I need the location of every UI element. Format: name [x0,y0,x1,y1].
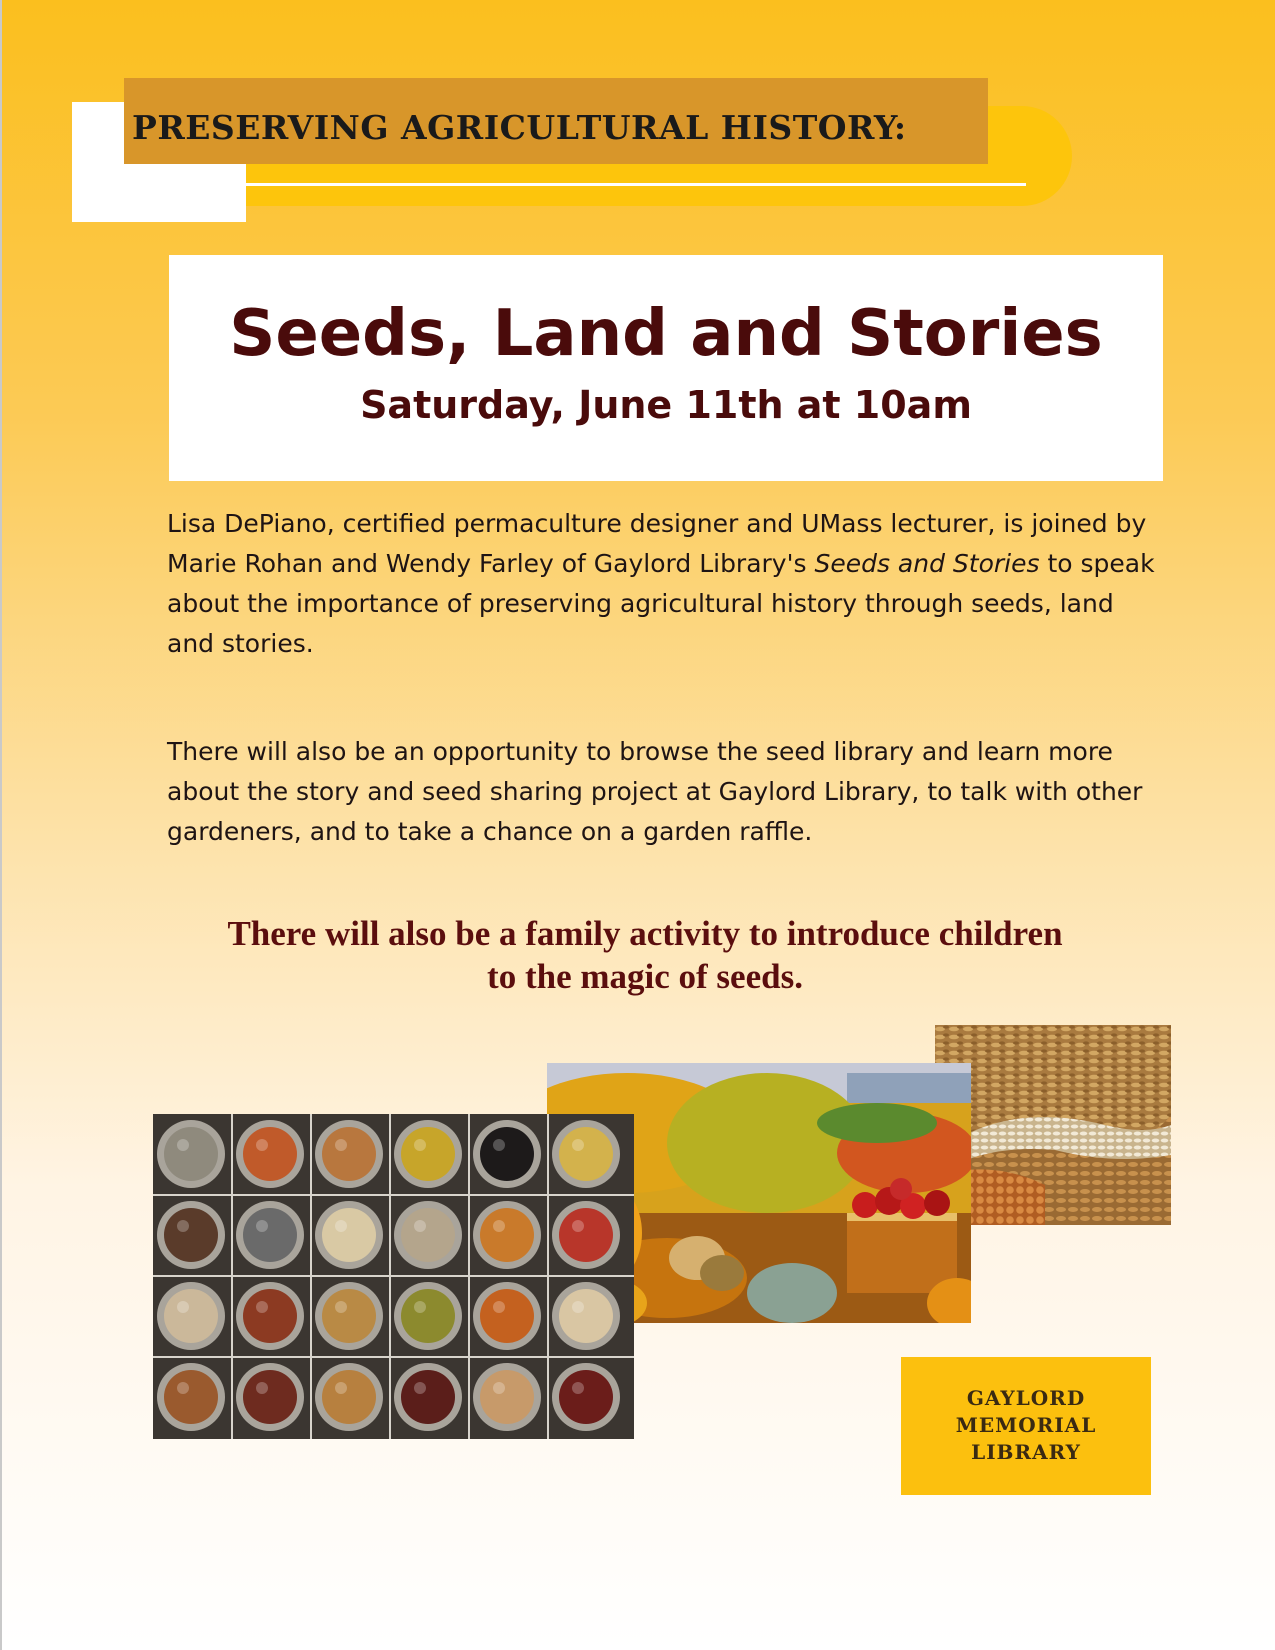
seed-jar [394,1363,462,1431]
seed-jar [394,1120,462,1188]
seed-jars-photo [153,1114,634,1439]
event-title: Seeds, Land and Stories [229,297,1103,371]
event-title-box [169,255,1163,481]
seed-jar [157,1120,225,1188]
description-text-part1: Lisa DePiano, certified permaculture designer and UMass lecturer, is joined by Marie Rohan and Wendy Farley of Gaylord Library's [167,509,1147,578]
family-note-line-2: to the magic of seeds. [487,957,803,996]
seed-jar [157,1363,225,1431]
description-paragraph-2: There will also be an opportunity to browse the seed library and learn more about the story and seed sharing project at Gaylord Library, to talk with other gardeners, and to take a chance on a garden raffle. [167,737,1143,846]
library-name: GAYLORD MEMORIAL LIBRARY [955,1386,1097,1464]
seed-jar [236,1201,304,1269]
seed-jar [473,1201,541,1269]
seed-jar [157,1201,225,1269]
seed-jars-illustration [153,1114,634,1439]
seed-jar [236,1120,304,1188]
family-note-line-1: There will also be a family activity to introduce children [227,914,1063,953]
seed-jar [315,1363,383,1431]
seed-jar [394,1282,462,1350]
seed-jar [236,1282,304,1350]
event-date: Saturday, June 11th at 10am [360,383,972,427]
seed-jar [552,1282,620,1350]
page-edge-line [0,0,2,1650]
seed-jar [552,1363,620,1431]
seed-jar [394,1201,462,1269]
seed-jar [315,1282,383,1350]
banner-underline [246,183,1026,186]
seed-jar [157,1282,225,1350]
seed-jar [315,1201,383,1269]
program-name: Seeds and Stories [814,549,1040,578]
description-paragraph-1 [167,504,1167,664]
seed-jar [236,1363,304,1431]
seed-jar [552,1120,620,1188]
seed-jar [315,1120,383,1188]
library-logo-box [901,1357,1151,1495]
seed-jar [552,1201,620,1269]
banner-heading: PRESERVING AGRICULTURAL HISTORY: [132,108,907,147]
seed-jar [473,1363,541,1431]
seed-jar [473,1120,541,1188]
family-activity-note [120,912,1170,998]
seed-jar [473,1282,541,1350]
description-text-part2: to speak about the importance of preserving agricultural history through seeds, land and stories. [167,549,1155,658]
